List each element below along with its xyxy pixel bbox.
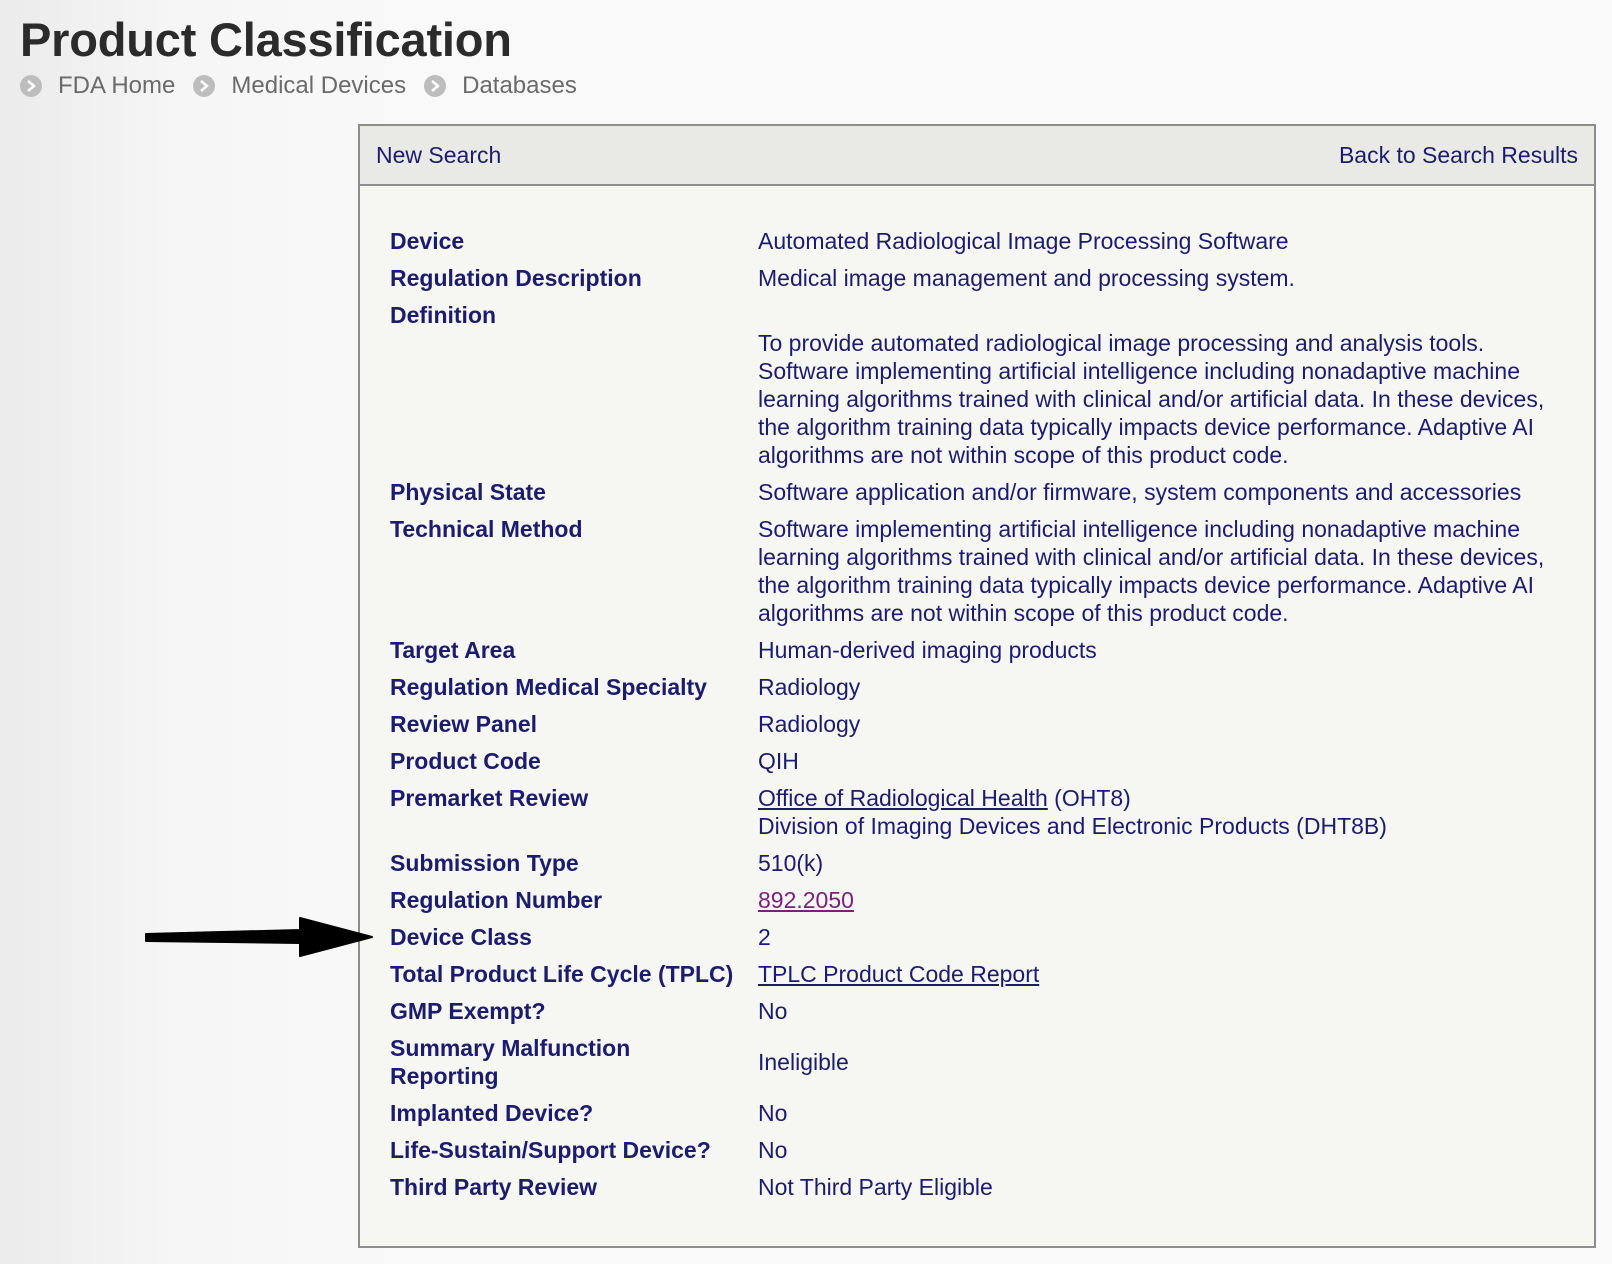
row-life-sustain [390,1131,1580,1168]
label-tplc: Total Product Life Cycle (TPLC) [390,960,734,987]
chevron-circle-right-icon [424,75,446,97]
label-target-area: Target Area [390,636,516,663]
back-to-search-results-link[interactable]: Back to Search Results [1338,141,1578,168]
row-physical-state [390,473,1580,510]
classification-panel [358,124,1596,1248]
label-technical-method: Technical Method [390,515,583,542]
value-product-code: QIH [758,747,799,774]
label-product-code: Product Code [390,747,541,774]
value-third-party-review: Not Third Party Eligible [758,1173,993,1200]
value-life-sustain: No [758,1136,788,1163]
value-tplc [758,960,1580,988]
chevron-circle-right-icon [20,75,42,97]
label-device-class: Device Class [390,923,532,950]
value-review-panel: Radiology [758,710,861,737]
label-implanted-device: Implanted Device? [390,1099,594,1126]
label-life-sustain: Life-Sustain/Support Device? [390,1136,711,1163]
label-gmp-exempt: GMP Exempt? [390,997,546,1024]
breadcrumb-link-databases[interactable]: Databases [462,72,577,99]
label-medical-specialty: Regulation Medical Specialty [390,673,707,700]
label-device: Device [390,227,465,254]
breadcrumb [20,72,595,100]
label-regulation-number: Regulation Number [390,886,603,913]
row-submission-type [390,844,1580,881]
breadcrumb-item-fda-home[interactable] [20,72,175,100]
breadcrumb-item-databases[interactable] [424,72,577,100]
row-definition [390,296,1580,473]
value-summary-malfunction: Ineligible [758,1048,849,1075]
row-regulation-description [390,259,1580,296]
office-code: (OHT8) [1047,784,1131,811]
row-gmp-exempt [390,992,1580,1029]
label-physical-state: Physical State [390,478,546,505]
value-gmp-exempt: No [758,997,788,1024]
new-search-link[interactable]: New Search [376,141,502,168]
regulation-number-link[interactable]: 892.2050 [758,886,854,913]
row-technical-method [390,510,1580,631]
value-premarket-review [758,784,1580,840]
office-of-radiological-health-link[interactable]: Office of Radiological Health [758,784,1048,811]
panel-header [360,126,1594,186]
value-medical-specialty: Radiology [758,673,861,700]
row-regulation-number [390,881,1580,918]
value-regulation-number [758,886,1580,914]
row-summary-malfunction [390,1029,1580,1094]
row-premarket-review [390,779,1580,844]
breadcrumb-link-fda-home[interactable]: FDA Home [58,72,176,99]
label-regulation-description: Regulation Description [390,264,642,291]
label-definition: Definition [390,301,497,328]
row-third-party-review [390,1168,1580,1205]
row-medical-specialty [390,668,1580,705]
value-device: Automated Radiological Image Processing Software [758,227,1289,254]
value-submission-type: 510(k) [758,849,824,876]
row-implanted-device [390,1094,1580,1131]
breadcrumb-link-medical-devices[interactable]: Medical Devices [231,72,407,99]
row-product-code [390,742,1580,779]
value-implanted-device: No [758,1099,788,1126]
chevron-circle-right-icon [193,75,215,97]
row-review-panel [390,705,1580,742]
label-premarket-review: Premarket Review [390,784,589,811]
value-technical-method: Software implementing artificial intelligence including nonadaptive machine learning algorithms trained with clinical and/or artificial data. In these devices, the algorithm training data typically impacts device performance. Adaptive AI algorithms are not within scope of this product code. [758,515,1545,626]
row-device [390,222,1580,259]
row-tplc [390,955,1580,992]
breadcrumb-item-medical-devices[interactable] [193,72,406,100]
row-target-area [390,631,1580,668]
value-target-area: Human-derived imaging products [758,636,1097,663]
label-submission-type: Submission Type [390,849,579,876]
value-regulation-description: Medical image management and processing system. [758,264,1295,291]
label-summary-malfunction: Summary Malfunction Reporting [390,1034,631,1089]
tplc-report-link[interactable]: TPLC Product Code Report [758,960,1040,987]
label-review-panel: Review Panel [390,710,538,737]
label-third-party-review: Third Party Review [390,1173,598,1200]
value-definition: To provide automated radiological image processing and analysis tools. Software implementing artificial intelligence including nonadaptive machine learning algorithms trained with clinical and/or artificial data. In these devices, the algorithm training data typically impacts device performance. Adaptive AI algorithms are not within scope of this product code. [758,329,1545,468]
value-device-class: 2 [758,923,771,950]
arrow-right-icon [140,912,380,962]
division-name: Division of Imaging Devices and Electronic Products (DHT8B) [758,812,1387,839]
page-title: Product Classification [20,13,512,66]
value-physical-state: Software application and/or firmware, system components and accessories [758,478,1522,505]
row-device-class [390,918,1580,955]
details-table [390,222,1580,1205]
